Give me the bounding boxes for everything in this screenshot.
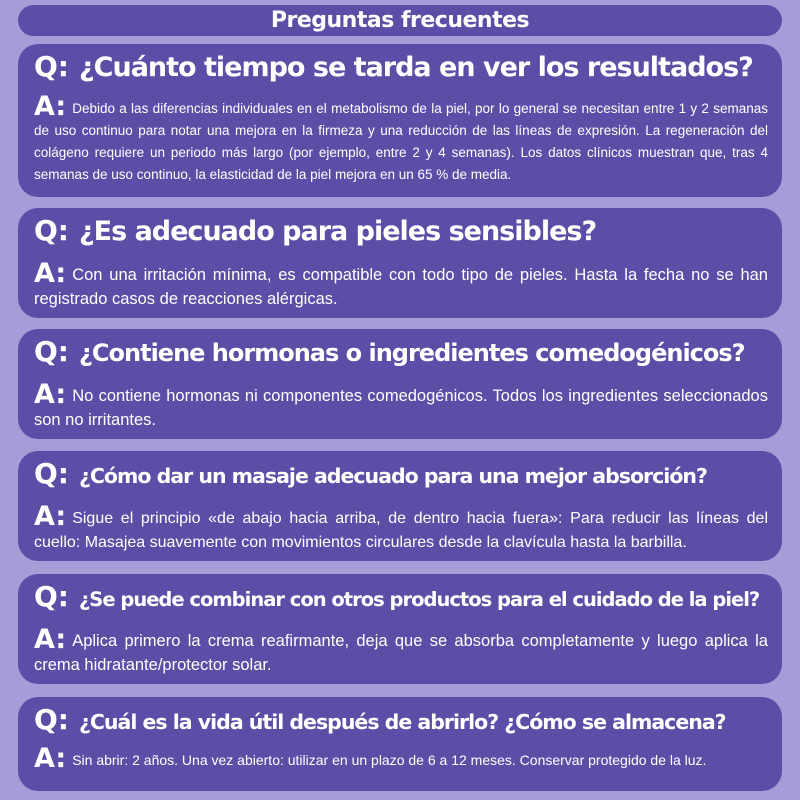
answer-text: Sin abrir: 2 años. Una vez abierto: utilizar en un plazo de 6 a 12 meses. Conservar protegido de la luz.	[72, 752, 707, 768]
question-text: ¿Se puede combinar con otros productos para el cuidado de la piel?	[79, 588, 760, 611]
faq-card	[18, 44, 782, 197]
a-label: A:	[34, 258, 67, 289]
faq-answer	[34, 624, 768, 677]
faq-answer	[34, 743, 768, 774]
faq-card	[18, 697, 782, 791]
a-label: A:	[34, 743, 67, 774]
question-text: ¿Cómo dar un masaje adecuado para una mejor absorción?	[79, 464, 707, 488]
q-label: Q:	[34, 50, 69, 83]
q-label: Q:	[34, 214, 69, 247]
q-label: Q:	[34, 580, 69, 613]
faq-answer	[34, 379, 768, 432]
faq-answer	[34, 258, 768, 311]
faq-question	[34, 335, 772, 368]
answer-text: No contiene hormonas ni componentes comedogénicos. Todos los ingredientes seleccionados son no irritantes.	[34, 387, 768, 429]
faq-question	[34, 50, 772, 83]
answer-text: Sigue el principio «de abajo hacia arriba, de dentro hacia fuera»: Para reducir las líneas del cuello: Masajea suavemente con movimientos circulares desde la clavícula hasta la barbilla.	[34, 510, 768, 551]
a-label: A:	[34, 624, 67, 655]
faq-answer	[34, 91, 768, 186]
answer-text: Con una irritación mínima, es compatible con todo tipo de pieles. Hasta la fecha no se han registrado casos de reacciones alérgicas.	[34, 266, 768, 308]
question-text: ¿Es adecuado para pieles sensibles?	[79, 216, 597, 247]
page-title: Preguntas frecuentes	[18, 5, 782, 36]
question-text: ¿Cuál es la vida útil después de abrirlo? ¿Cómo se almacena?	[79, 710, 726, 734]
q-label: Q:	[34, 703, 69, 736]
a-label: A:	[34, 501, 67, 532]
question-text: ¿Cuánto tiempo se tarda en ver los resultados?	[79, 52, 753, 83]
faq-card	[18, 208, 782, 318]
answer-text: Aplica primero la crema reafirmante, deja que se absorba completamente y luego aplica la crema hidratante/protector solar.	[34, 632, 768, 674]
faq-question	[34, 457, 772, 490]
a-label: A:	[34, 91, 67, 122]
a-label: A:	[34, 379, 67, 410]
faq-card	[18, 451, 782, 561]
faq-card	[18, 329, 782, 439]
answer-text: Debido a las diferencias individuales en el metabolismo de la piel, por lo general se necesitan entre 1 y 2 semanas de uso continuo para notar una mejora en la firmeza y una reducción de las líneas de expresión. La regeneración del colágeno requiere un periodo más largo (por ejemplo, entre 2 y 4 semanas). Los datos clínicos muestran que, tras 4 semanas de uso continuo, la elasticidad de la piel mejora en un 65 % de media.	[34, 101, 768, 182]
faq-question	[34, 580, 772, 613]
faq-question	[34, 703, 772, 736]
q-label: Q:	[34, 335, 69, 368]
faq-card	[18, 574, 782, 684]
q-label: Q:	[34, 457, 69, 490]
question-text: ¿Contiene hormonas o ingredientes comedogénicos?	[79, 339, 745, 367]
faq-answer	[34, 501, 768, 555]
faq-question	[34, 214, 772, 247]
